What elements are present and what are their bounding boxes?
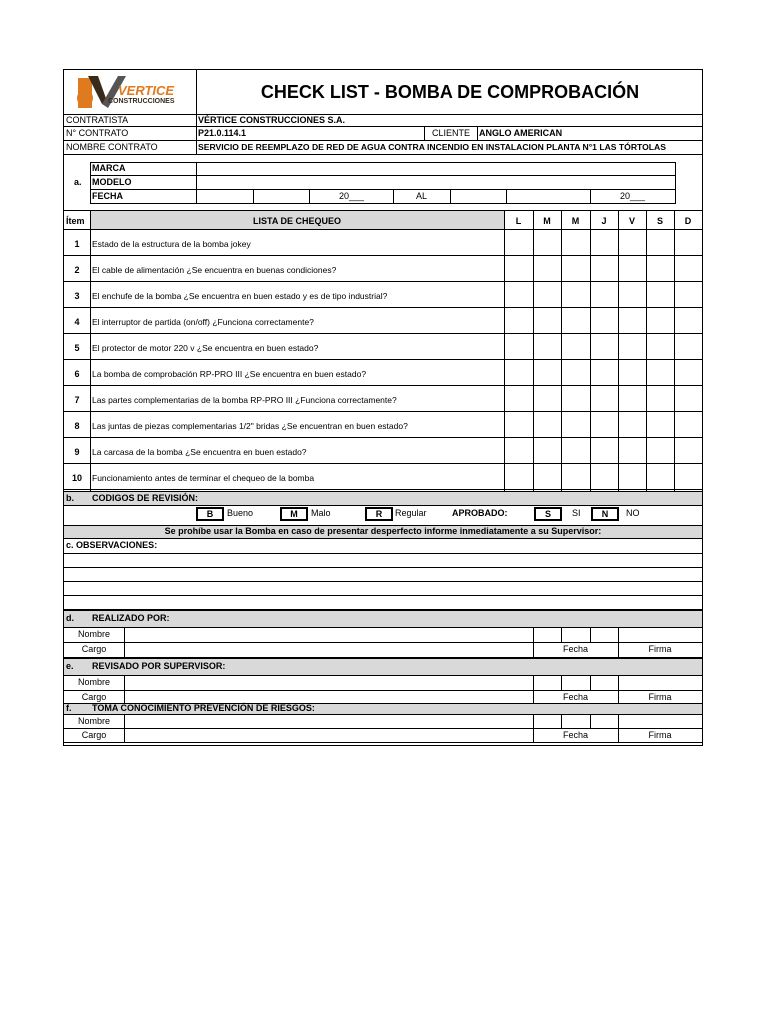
checklist-checkbox-cell[interactable] [675, 360, 701, 384]
day-header-4: V [628, 216, 635, 226]
section_f-nombre-field[interactable] [125, 715, 532, 728]
checklist-checkbox-cell[interactable] [562, 230, 589, 254]
day-header-1: M [543, 216, 551, 226]
checklist-checkbox-cell[interactable] [562, 308, 589, 332]
checklist-checkbox-cell[interactable] [591, 256, 617, 280]
section_d-cargo-field[interactable] [125, 643, 532, 657]
checklist-checkbox-cell[interactable] [619, 334, 645, 358]
checklist-item-text: La carcasa de la bomba ¿Se encuentra en buen estado? [92, 447, 307, 457]
no-code-box: N [591, 507, 619, 521]
nombre-contrato-label: NOMBRE CONTRATO [66, 142, 158, 152]
section_f-cargo-field[interactable] [125, 729, 532, 742]
section_d-nombre-label: Nombre [77, 629, 110, 639]
cliente-label: CLIENTE [432, 128, 471, 138]
checklist-checkbox-cell[interactable] [591, 282, 617, 306]
logo-sub-text: CONSTRUCCIONES [108, 98, 175, 105]
marca-label: MARCA [92, 163, 126, 173]
checklist-checkbox-cell[interactable] [505, 386, 532, 410]
checklist-checkbox-cell[interactable] [647, 360, 673, 384]
contrato-label: N° CONTRATO [66, 128, 129, 138]
checklist-item-text: Estado de la estructura de la bomba jokey [92, 239, 251, 249]
checklist-checkbox-cell[interactable] [647, 334, 673, 358]
checklist-checkbox-cell[interactable] [562, 412, 589, 436]
checklist-item-number: 6 [74, 369, 80, 379]
section_f-firma-label: Firma [648, 730, 672, 740]
checklist-checkbox-cell[interactable] [505, 438, 532, 462]
checklist-checkbox-cell[interactable] [562, 334, 589, 358]
checklist-checkbox-cell[interactable] [591, 360, 617, 384]
nombre-contrato-value: SERVICIO DE REEMPLAZO DE RED DE AGUA CONTRA INCENDIO EN INSTALACION PLANTA N°1 LAS TÓRTOLAS [198, 142, 666, 152]
checklist-item-number: 4 [74, 317, 80, 327]
checklist-item-text: El enchufe de la bomba ¿Se encuentra en buen estado y es de tipo industrial? [92, 291, 388, 301]
checklist-checkbox-cell[interactable] [647, 282, 673, 306]
checklist-checkbox-cell[interactable] [562, 438, 589, 462]
day-header-3: J [601, 216, 607, 226]
checklist-checkbox-cell[interactable] [619, 230, 645, 254]
section_d-letter: d. [66, 613, 74, 623]
fecha-year-2: 20___ [620, 191, 646, 201]
contratista-label: CONTRATISTA [66, 115, 129, 125]
section_f-vline [590, 714, 591, 728]
checklist-item-text: El protector de motor 220 v ¿Se encuentra en buen estado? [92, 343, 319, 353]
section_e-vline [561, 675, 562, 690]
checklist-item-number: 2 [74, 265, 80, 275]
checklist-checkbox-cell[interactable] [675, 282, 701, 306]
section_e-nombre-label: Nombre [77, 677, 110, 687]
checklist-item-number: 1 [74, 239, 80, 249]
si-text: SI [572, 508, 581, 518]
checklist-checkbox-cell[interactable] [619, 464, 645, 488]
checklist-item-text: El cable de alimentación ¿Se encuentra en buenas condiciones? [92, 265, 337, 275]
section_f-label: TOMA CONOCIMIENTO PREVENCIÓN DE RIESGOS: [92, 703, 315, 713]
checklist-checkbox-cell[interactable] [534, 282, 560, 306]
section_e-letter: e. [66, 661, 74, 671]
checklist-checkbox-cell[interactable] [562, 282, 589, 306]
checklist-checkbox-cell[interactable] [647, 464, 673, 488]
day-header-0: L [515, 216, 522, 226]
section_e-top-line [64, 658, 702, 659]
cliente-value: ANGLO AMERICAN [479, 128, 563, 138]
checklist-item-text: Funcionamiento antes de terminar el chequeo de la bomba [92, 473, 315, 483]
checklist-checkbox-cell[interactable] [647, 412, 673, 436]
checklist-checkbox-cell[interactable] [675, 386, 701, 410]
no-text: NO [626, 508, 640, 518]
section_e-nombre-field[interactable] [125, 676, 532, 690]
checklist-checkbox-cell[interactable] [505, 334, 532, 358]
checklist-checkbox-cell[interactable] [534, 308, 560, 332]
checklist-checkbox-cell[interactable] [505, 282, 532, 306]
section-b-label: CODIGOS DE REVISIÓN: [92, 493, 199, 503]
checklist-checkbox-cell[interactable] [675, 438, 701, 462]
day-header-5: S [656, 216, 663, 226]
section-a-letter: a. [74, 177, 82, 187]
checklist-checkbox-cell[interactable] [505, 230, 532, 254]
contrato-value: P21.0.114.1 [198, 128, 247, 138]
fecha-al: AL [416, 191, 428, 201]
observaciones-label: c. OBSERVACIONES: [66, 540, 158, 550]
fecha-label: FECHA [92, 191, 123, 201]
checklist-checkbox-cell[interactable] [619, 412, 645, 436]
checklist-checkbox-cell[interactable] [505, 412, 532, 436]
checklist-checkbox-cell[interactable] [534, 256, 560, 280]
checklist-checkbox-cell[interactable] [619, 438, 645, 462]
checklist-checkbox-cell[interactable] [619, 256, 645, 280]
checklist-checkbox-cell[interactable] [591, 438, 617, 462]
checklist-checkbox-cell[interactable] [534, 230, 560, 254]
section_e-fecha-label: Fecha [562, 692, 588, 702]
section_e-cargo-label: Cargo [81, 692, 107, 702]
checklist-checkbox-cell[interactable] [675, 230, 701, 254]
section_d-top-line [64, 610, 702, 611]
checklist-item-text: Las juntas de piezas complementarias 1/2" bridas ¿Se encuentran en buen estado? [92, 421, 408, 431]
checklist-checkbox-cell[interactable] [647, 230, 673, 254]
section_d-vline [590, 627, 591, 642]
checklist-checkbox-cell[interactable] [675, 256, 701, 280]
checklist-checkbox-cell[interactable] [647, 386, 673, 410]
checklist-checkbox-cell[interactable] [505, 308, 532, 332]
code-r-box: R [365, 507, 393, 521]
section_f-line [64, 742, 702, 743]
code-m-box: M [280, 507, 308, 521]
section_f-fecha-label: Fecha [562, 730, 588, 740]
checklist-checkbox-cell[interactable] [675, 334, 701, 358]
section_e-vline [590, 675, 591, 690]
section_d-fecha-label: Fecha [562, 644, 588, 654]
checklist-checkbox-cell[interactable] [591, 308, 617, 332]
checklist-checkbox-cell[interactable] [534, 438, 560, 462]
fecha-year-1: 20___ [339, 191, 365, 201]
code-b-box: B [196, 507, 224, 521]
checklist-checkbox-cell[interactable] [591, 412, 617, 436]
checklist-checkbox-cell[interactable] [647, 308, 673, 332]
section_e-label: REVISADO POR SUPERVISOR: [92, 661, 226, 671]
checklist-checkbox-cell[interactable] [619, 308, 645, 332]
item-header: Ítem [66, 216, 85, 226]
modelo-label: MODELO [92, 177, 132, 187]
warning-text: Se prohíbe usar la Bomba en caso de presentar desperfecto informe inmediatamente a su Supervisor: [164, 526, 602, 536]
contratista-value: VÉRTICE CONSTRUCCIONES S.A. [198, 115, 346, 125]
section_d-nombre-field[interactable] [125, 628, 532, 642]
checklist-checkbox-cell[interactable] [675, 412, 701, 436]
checklist-item-text: La bomba de comprobación RP-PRO III ¿Se encuentra en buen estado? [92, 369, 367, 379]
section_f-vline [561, 714, 562, 728]
checklist-checkbox-cell[interactable] [675, 308, 701, 332]
section_d-firma-label: Firma [648, 644, 672, 654]
checklist-checkbox-cell[interactable] [675, 464, 701, 488]
section-b-letter: b. [66, 493, 74, 503]
checklist-checkbox-cell[interactable] [591, 386, 617, 410]
checklist-row-line [64, 489, 702, 490]
code-b-text: Bueno [227, 508, 254, 518]
aprobado-label: APROBADO: [452, 508, 508, 518]
checklist-checkbox-cell[interactable] [619, 282, 645, 306]
checklist-checkbox-cell[interactable] [534, 412, 560, 436]
section_f-nombre-label: Nombre [77, 716, 110, 726]
checklist-checkbox-cell[interactable] [505, 360, 532, 384]
day-header-6: D [684, 216, 692, 226]
checklist-checkbox-cell[interactable] [591, 230, 617, 254]
checklist-item-number: 5 [74, 343, 80, 353]
checklist-item-text: El interruptor de partida (on/off) ¿Funciona correctamente? [92, 317, 314, 327]
checklist-checkbox-cell[interactable] [562, 464, 589, 488]
checklist-checkbox-cell[interactable] [562, 256, 589, 280]
checklist-checkbox-cell[interactable] [562, 386, 589, 410]
checklist-checkbox-cell[interactable] [534, 334, 560, 358]
code-r-text: Regular [395, 508, 427, 518]
checklist-checkbox-cell[interactable] [534, 386, 560, 410]
checklist-form [63, 69, 703, 746]
checklist-item-number: 3 [74, 291, 80, 301]
checklist-checkbox-cell[interactable] [619, 386, 645, 410]
section_f-letter: f. [66, 703, 72, 713]
page-title: CHECK LIST - BOMBA DE COMPROBACIÓN [260, 82, 640, 102]
checklist-checkbox-cell[interactable] [505, 464, 532, 488]
day-header-2: M [571, 216, 580, 226]
checklist-item-number: 9 [74, 447, 80, 457]
checklist-checkbox-cell[interactable] [591, 334, 617, 358]
checklist-checkbox-cell[interactable] [647, 256, 673, 280]
checklist-checkbox-cell[interactable] [562, 360, 589, 384]
section_d-vline [561, 627, 562, 642]
section_d-cargo-label: Cargo [81, 644, 107, 654]
checklist-item-number: 8 [74, 421, 80, 431]
checklist-checkbox-cell[interactable] [591, 464, 617, 488]
checklist-checkbox-cell[interactable] [534, 360, 560, 384]
logo-brand-text: VERTICE [118, 83, 175, 98]
checklist-checkbox-cell[interactable] [534, 464, 560, 488]
section_d-label: REALIZADO POR: [92, 613, 170, 623]
checklist-checkbox-cell[interactable] [619, 360, 645, 384]
checklist-checkbox-cell[interactable] [505, 256, 532, 280]
checklist-item-text: Las partes complementarias de la bomba RP-PRO III ¿Funciona correctamente? [92, 395, 397, 405]
si-code-box: S [534, 507, 562, 521]
list-header: LISTA DE CHEQUEO [252, 216, 341, 226]
section_f-cargo-label: Cargo [81, 730, 107, 740]
checklist-item-number: 7 [74, 395, 80, 405]
checklist-item-number: 10 [71, 473, 82, 483]
section-a-box [90, 162, 676, 204]
checklist-checkbox-cell[interactable] [647, 438, 673, 462]
section_e-firma-label: Firma [648, 692, 672, 702]
code-m-text: Malo [311, 508, 331, 518]
